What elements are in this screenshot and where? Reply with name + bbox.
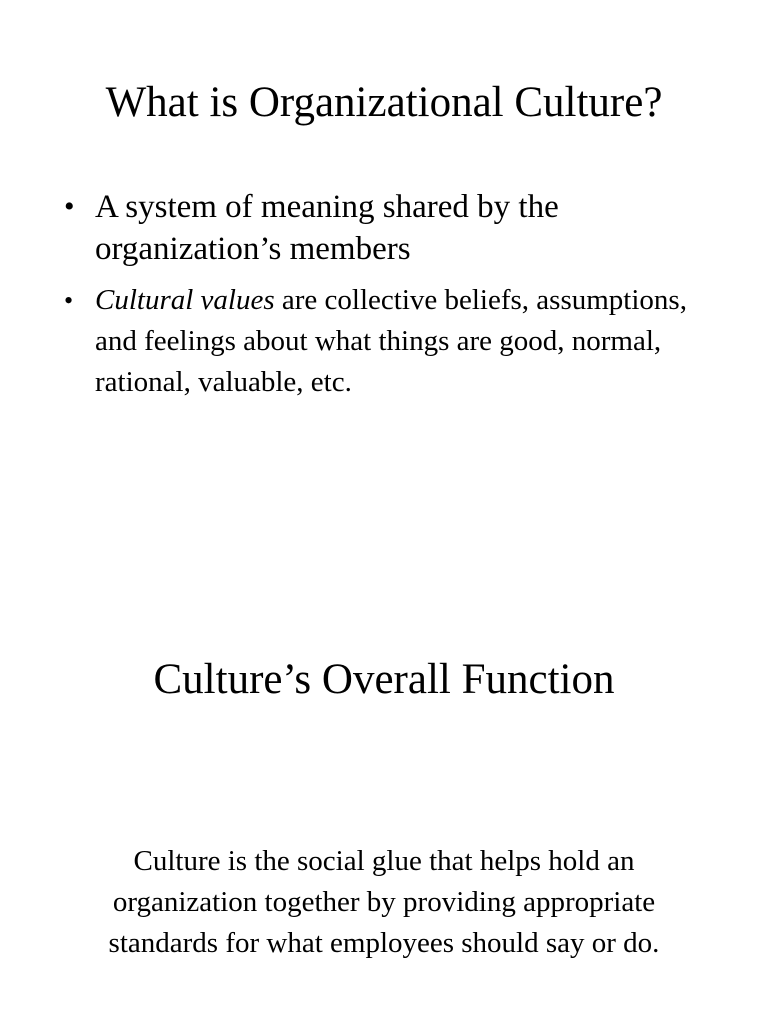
bullet-item (60, 280, 720, 403)
slide-body-text: Culture is the social glue that helps hold an organization together by providing appropriate standards for what employees should say or do. (108, 845, 660, 959)
bullet-marker: • (64, 286, 74, 315)
slide-culture-function (0, 512, 768, 1024)
bullet-text: A system of meaning shared by the organization’s members (95, 189, 559, 267)
slide-title: Culture’s Overall Function (153, 656, 615, 703)
bullet-list (60, 186, 720, 413)
bullet-item (60, 186, 720, 270)
bullet-marker: • (64, 190, 75, 223)
bullet-text: are collective beliefs, assumptions, and feelings about what things are good, normal, rational, valuable, etc. (95, 284, 687, 398)
slide-title: What is Organizational Culture? (105, 79, 663, 126)
bullet-emphasis: Cultural values (95, 284, 275, 316)
